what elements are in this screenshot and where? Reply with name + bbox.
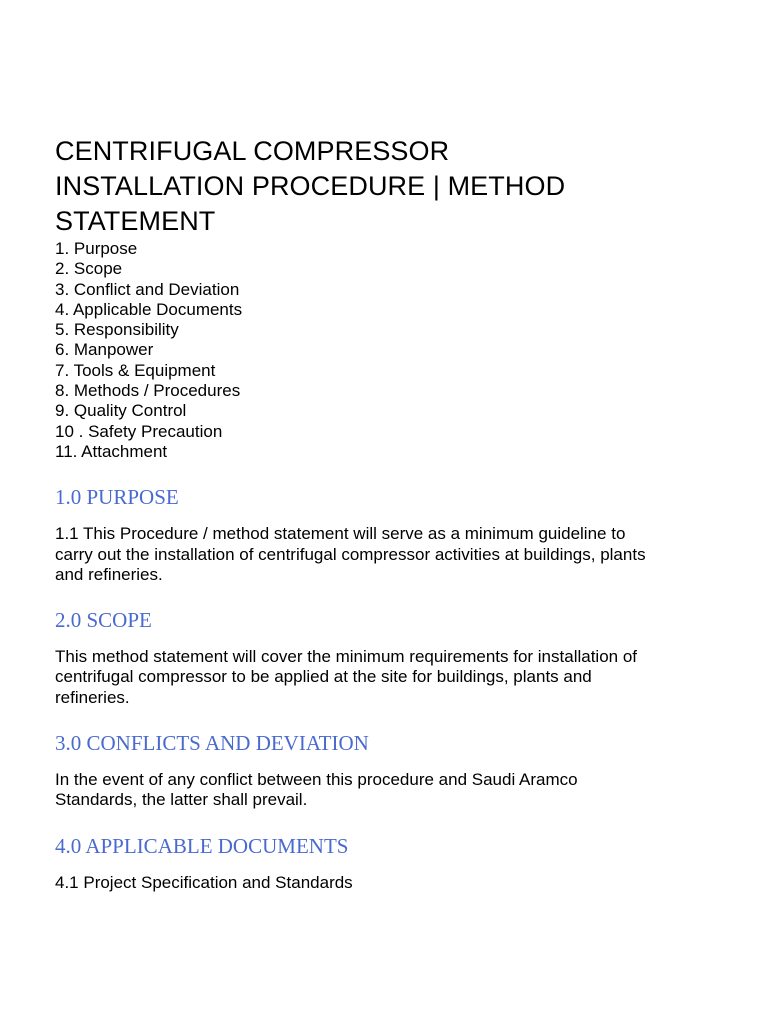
section-paragraph-conflicts — [55, 770, 735, 811]
toc-item: 6. Manpower — [55, 340, 154, 360]
toc-item: 4. Applicable Documents — [55, 299, 243, 319]
toc-item: 11. Attachment — [55, 441, 168, 461]
toc-item: 8. Methods / Procedures — [55, 381, 241, 401]
section-heading-scope: 2.0 SCOPE — [55, 608, 152, 633]
paragraph-line: In the event of any conflict between this procedure and Saudi Aramco — [55, 770, 578, 790]
toc-item: 1. Purpose — [55, 239, 138, 258]
document-page — [55, 134, 735, 893]
section-paragraph-purpose — [55, 524, 735, 585]
section-heading-conflicts: 3.0 CONFLICTS AND DEVIATION — [55, 731, 369, 756]
paragraph-line: centrifugal compressor to be applied at the site for buildings, plants and — [55, 667, 592, 687]
toc-item: 7. Tools & Equipment — [55, 360, 216, 380]
paragraph-line: Standards, the latter shall prevail. — [55, 790, 308, 810]
paragraph-line: carry out the installation of centrifugal compressor activities at buildings, plants — [55, 544, 646, 564]
title-line: CENTRIFUGAL COMPRESSOR — [55, 136, 450, 166]
toc-item: 5. Responsibility — [55, 320, 179, 340]
paragraph-line: refineries. — [55, 687, 130, 707]
toc-item: 9. Quality Control — [55, 401, 187, 421]
title-line: STATEMENT — [55, 206, 216, 236]
paragraph-line: 1.1 This Procedure / method statement will serve as a minimum guideline to — [55, 524, 626, 544]
paragraph-line: and refineries. — [55, 564, 163, 584]
title-line: INSTALLATION PROCEDURE | METHOD — [55, 171, 566, 201]
section-heading-applicable-documents: 4.0 APPLICABLE DOCUMENTS — [55, 833, 349, 858]
paragraph-line: This method statement will cover the minimum requirements for installation of — [55, 647, 638, 667]
section-paragraph-scope — [55, 647, 735, 708]
toc-item: 2. Scope — [55, 259, 123, 279]
section-paragraph-applicable-documents — [55, 873, 735, 893]
document-title — [55, 134, 735, 239]
toc-item: 3. Conflict and Deviation — [55, 279, 240, 299]
table-of-contents — [55, 239, 735, 462]
section-heading-purpose: 1.0 PURPOSE — [55, 485, 179, 510]
paragraph-line: 4.1 Project Specification and Standards — [55, 872, 353, 892]
toc-item: 10 . Safety Precaution — [55, 421, 223, 441]
